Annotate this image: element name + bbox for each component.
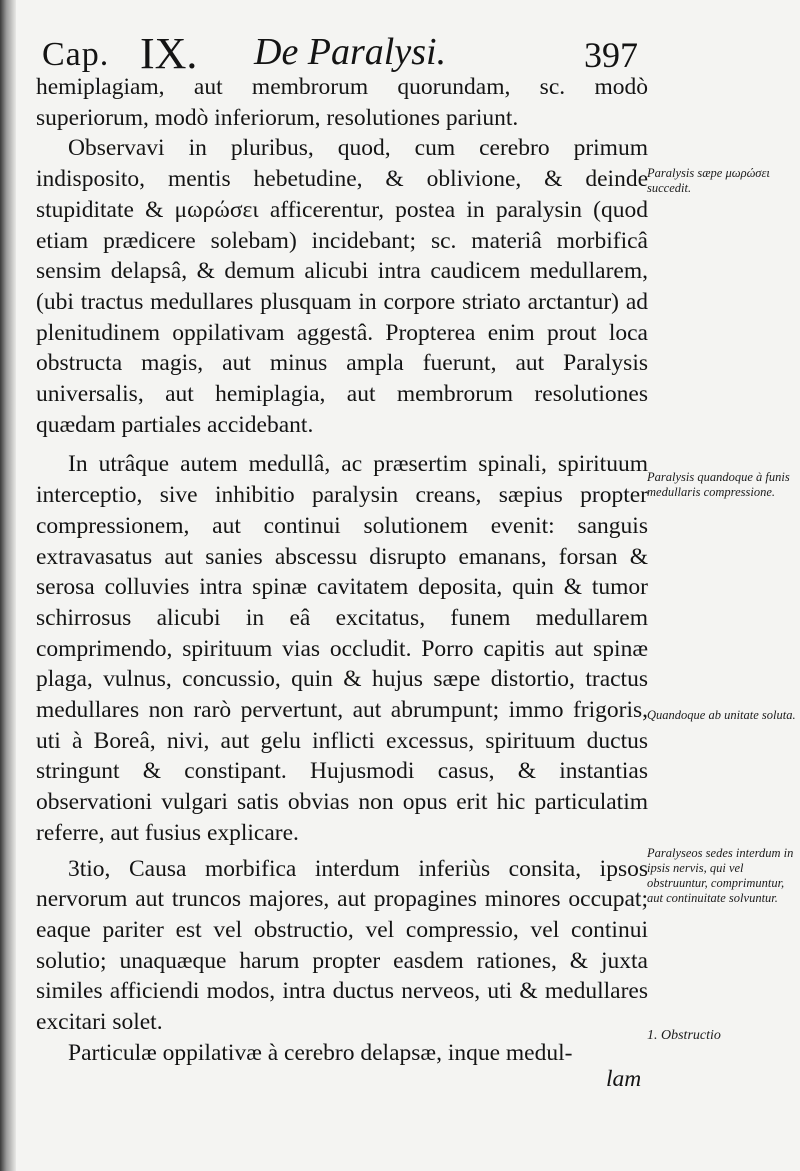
paragraph-1: hemiplagiam, aut membrorum quorundam, sc. modò superiorum, modò inferiorum, resolutiones pariunt. [36, 74, 648, 131]
header-cap-label: Cap. [42, 36, 110, 73]
margin-note-1: Paralysis sæpe μωρώσει succedit. [647, 166, 770, 195]
paragraph-5: Particulæ oppilativæ à cerebro delapsæ, inque medul- [68, 1039, 573, 1066]
page-gutter-shadow [0, 0, 16, 1171]
paragraph-3: In utrâque autem medullâ, ac præsertim spinali, spirituum interceptio, sive inhibitio paralysin creans, sæpius propter compressionem, aut continui solutionem evenit: sanguis extravasatus aut sanies abscessu disrupto emanans, forsan & serosa colluvies intra spinæ cavitatem deposita, quin & tumor schirrosus alicubi in eâ excitatus, funem medullarem comprimendo, spirituum vias occludit. Porro capitis aut spinæ plaga, vulnus, concussio, quin & hujus sæpe distortio, tractus medullares non rarò pervertunt, aut abrumpunt; immo frigoris, uti à Boreâ, nivi, aut gelu inflicti excessus, spirituum ductus stringunt & constipant. Hujusmodi casus, & instantias observationi vulgari satis obvias non opus erit hic particulatim referre, aut fusius explicare. [36, 451, 648, 846]
main-text [36, 72, 648, 1069]
header-title: De Paralysi. [254, 31, 447, 73]
catchword: lam [606, 1066, 642, 1092]
paragraph-4: 3tio, Causa morbifica interdum inferiùs consita, ipsos nervorum aut truncos majores, aut propagines minores occupat; eaque pariter est vel obstructio, vel compressio, vel continui solutio; unaquæque harum propter easdem rationes, & juxta similes afficiendi modos, intra ductus nerveos, uti & medullares excitari solet. [36, 855, 648, 1036]
header-chapter-number: IX. [140, 29, 198, 78]
margin-note-2: Paralysis quandoque à funis medullaris compressione. [647, 470, 790, 499]
margin-note-3: Quandoque ab unitate soluta. [647, 708, 796, 722]
margin-note-4: Paralyseos sedes interdum in ipsis nervis, qui vel obstruuntur, comprimuntur, aut continuitate solvuntur. [647, 846, 794, 905]
paragraph-2: Observavi in pluribus, quod, cum cerebro primum indisposito, mentis hebetudine, & oblivione, & deinde stupiditate & μωρώσει afficerentur, postea in paralysin (quod etiam prædicere solebam) incidebant; sc. materiâ morbificâ sensim delapsâ, & demum alicubi intra caudicem medullarem, (ubi tractus medullares plusquam in corpore striato arctantur) ad plenitudinem oppilativam aggestâ. Propterea enim prout loca obstructa magis, aut minus ampla fuerunt, aut Paralysis universalis, aut hemiplagia, aut membrorum resolutiones quædam partiales accidebant. [36, 135, 648, 438]
margin-note-5: 1. Obstructio [647, 1028, 721, 1043]
running-header [42, 22, 662, 78]
page-number: 397 [584, 35, 638, 75]
